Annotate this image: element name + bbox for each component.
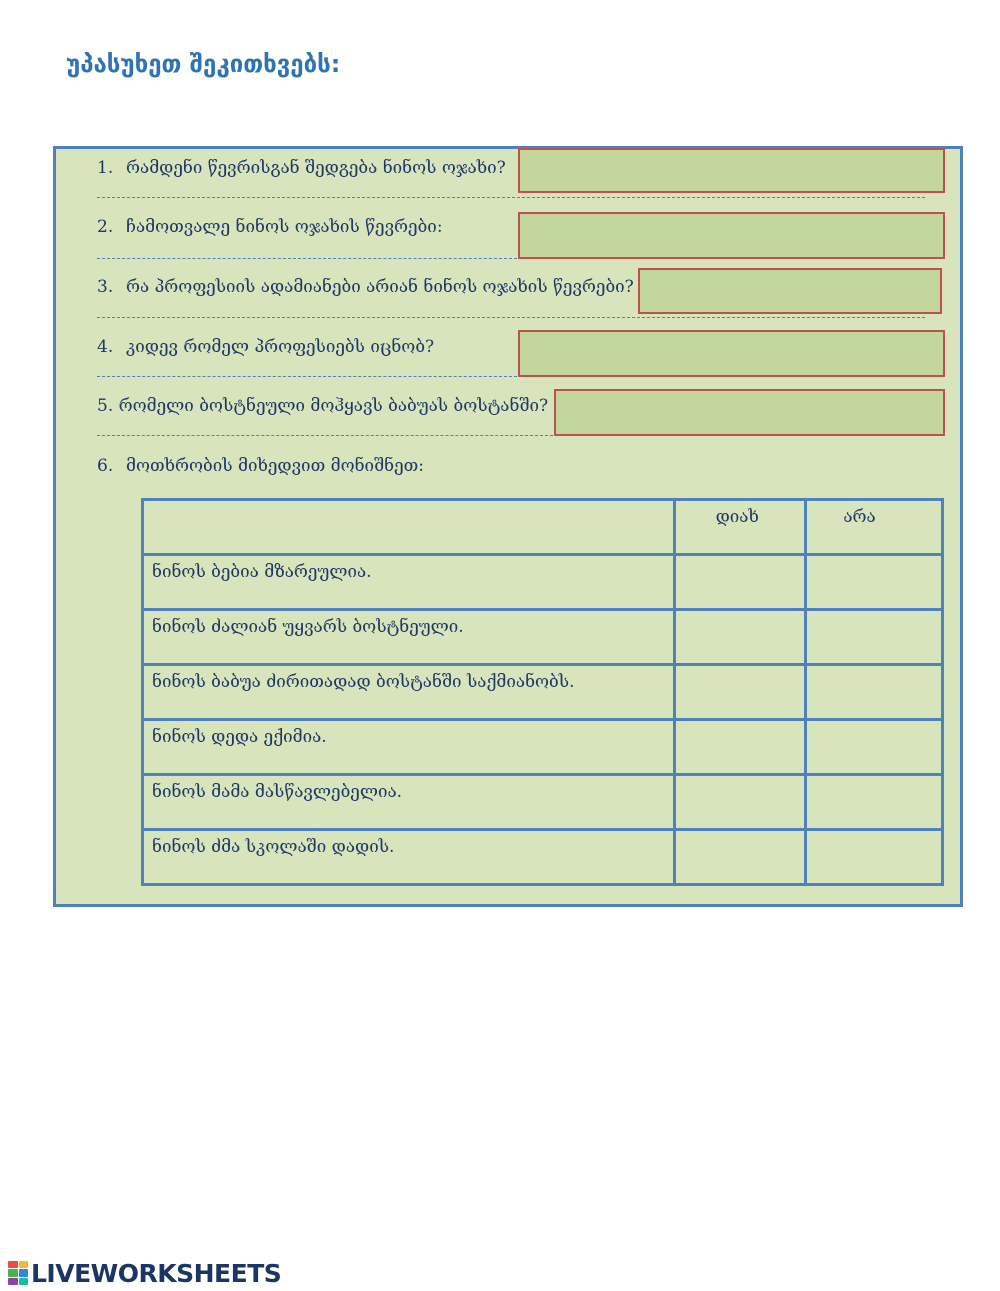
question-number: 6. [97,456,114,476]
no-cell[interactable] [806,555,943,610]
yes-cell[interactable] [674,775,806,830]
table-row [143,610,943,665]
logo-mark-icon [8,1261,28,1285]
question-5 [97,396,548,416]
yes-cell[interactable] [674,665,806,720]
table-row [143,830,943,885]
table-row [143,775,943,830]
logo-text: LIVEWORKSHEETS [31,1258,282,1288]
answer-line [97,197,925,198]
table-header-row [143,500,943,555]
yes-cell[interactable] [674,830,806,885]
liveworksheets-logo [8,1259,281,1287]
no-cell[interactable] [806,830,943,885]
answer-line [97,376,517,377]
page-title: უპასუხეთ შეკითხვებს: [66,50,341,78]
answer-box-4[interactable] [518,330,945,377]
question-number: 2. [97,217,114,237]
answer-box-3[interactable] [638,268,942,314]
question-text: რომელი ბოსტნეული მოჰყავს ბაბუას ბოსტანში? [118,396,549,416]
statement-cell: ნინოს ბებია მზარეულია. [143,555,675,610]
answer-box-5[interactable] [554,389,945,436]
statement-cell: ნინოს მამა მასწავლებელია. [143,775,675,830]
yes-cell[interactable] [674,555,806,610]
statement-cell: ნინოს დედა ექიმია. [143,720,675,775]
table-header-statement [143,500,675,555]
yes-no-table [141,498,944,886]
question-4 [97,337,434,357]
question-2 [97,217,443,237]
question-number: 5. [97,396,114,416]
answer-line [97,317,925,318]
table-row [143,665,943,720]
question-number: 3. [97,277,114,297]
answer-box-1[interactable] [518,148,945,193]
no-cell[interactable] [806,665,943,720]
answer-line [97,258,517,259]
yes-cell[interactable] [674,610,806,665]
question-3 [97,277,634,297]
question-text: მოთხრობის მიხედვით მონიშნეთ: [126,456,425,476]
question-text: რა პროფესიის ადამიანები არიან ნინოს ოჯახის წევრები? [126,277,634,297]
answer-box-2[interactable] [518,212,945,259]
question-number: 4. [97,337,114,357]
question-1 [97,158,506,178]
table-row [143,720,943,775]
table-header-no: არა [806,500,943,555]
statement-cell: ნინოს ბაბუა ძირითადად ბოსტანში საქმიანობს. [143,665,675,720]
statement-cell: ნინოს ძმა სკოლაში დადის. [143,830,675,885]
question-6 [97,456,424,476]
table-row [143,555,943,610]
question-number: 1. [97,158,114,178]
question-text: რამდენი წევრისგან შედგება ნინოს ოჯახი? [126,158,506,178]
yes-cell[interactable] [674,720,806,775]
no-cell[interactable] [806,720,943,775]
question-text: კიდევ რომელ პროფესიებს იცნობ? [126,337,435,357]
no-cell[interactable] [806,610,943,665]
question-text: ჩამოთვალე ნინოს ოჯახის წევრები: [126,217,443,237]
answer-line [97,435,553,436]
statement-cell: ნინოს ძალიან უყვარს ბოსტნეული. [143,610,675,665]
no-cell[interactable] [806,775,943,830]
table-header-yes: დიახ [674,500,806,555]
